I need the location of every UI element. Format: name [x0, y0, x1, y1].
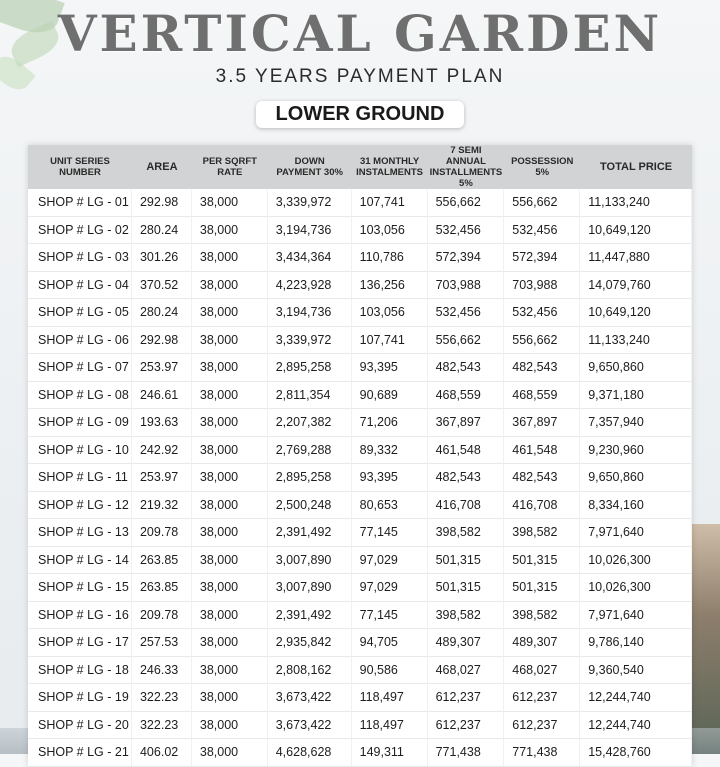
table-cell: 2,808,162 — [268, 657, 352, 685]
table-row — [28, 684, 692, 712]
header-text: UNIT SERIES — [50, 156, 110, 167]
table-cell: 3,339,972 — [268, 189, 352, 217]
table-cell: 771,438 — [428, 739, 505, 767]
header-area — [132, 145, 192, 189]
table-cell: 398,582 — [504, 519, 580, 547]
table-cell: 482,543 — [504, 464, 580, 492]
table-cell: SHOP # LG - 21 — [28, 739, 132, 767]
table-cell: 38,000 — [192, 547, 268, 575]
table-cell: SHOP # LG - 10 — [28, 437, 132, 465]
table-cell: 38,000 — [192, 409, 268, 437]
table-cell: 97,029 — [352, 547, 428, 575]
table-cell: 292.98 — [132, 327, 192, 355]
table-cell: 38,000 — [192, 382, 268, 410]
table-cell: 280.24 — [132, 299, 192, 327]
table-cell: SHOP # LG - 15 — [28, 574, 132, 602]
table-cell: 4,223,928 — [268, 272, 352, 300]
table-cell: SHOP # LG - 02 — [28, 217, 132, 245]
table-cell: SHOP # LG - 18 — [28, 657, 132, 685]
table-cell: 292.98 — [132, 189, 192, 217]
table-cell: 482,543 — [428, 464, 505, 492]
table-cell: 11,133,240 — [580, 327, 692, 355]
header-semi-annual — [428, 145, 505, 189]
table-cell: 10,649,120 — [580, 217, 692, 245]
table-cell: 2,935,842 — [268, 629, 352, 657]
table-cell: 38,000 — [192, 217, 268, 245]
table-row — [28, 327, 692, 355]
table-cell: 9,786,140 — [580, 629, 692, 657]
table-cell: 253.97 — [132, 464, 192, 492]
table-cell: 38,000 — [192, 492, 268, 520]
header-text: 5% — [535, 167, 550, 178]
table-cell: 38,000 — [192, 272, 268, 300]
table-cell: 257.53 — [132, 629, 192, 657]
table-cell: 3,339,972 — [268, 327, 352, 355]
table-cell: 482,543 — [504, 354, 580, 382]
section-label: LOWER GROUND — [256, 101, 464, 128]
payment-plan-table — [28, 145, 692, 767]
table-cell: SHOP # LG - 07 — [28, 354, 132, 382]
table-cell: 572,394 — [428, 244, 505, 272]
page-subtitle: 3.5 YEARS PAYMENT PLAN — [215, 66, 505, 87]
table-cell: 532,456 — [428, 217, 505, 245]
header-text: INSTALMENTS — [356, 167, 424, 178]
table-cell: 209.78 — [132, 519, 192, 547]
table-cell: 3,007,890 — [268, 547, 352, 575]
table-cell: 2,391,492 — [268, 602, 352, 630]
table-cell: 468,027 — [428, 657, 505, 685]
table-cell: 11,447,880 — [580, 244, 692, 272]
table-cell: 93,395 — [352, 354, 428, 382]
table-cell: 11,133,240 — [580, 189, 692, 217]
table-cell: 90,586 — [352, 657, 428, 685]
table-cell: 12,244,740 — [580, 684, 692, 712]
table-cell: 3,673,422 — [268, 684, 352, 712]
table-cell: 280.24 — [132, 217, 192, 245]
table-cell: 489,307 — [428, 629, 505, 657]
table-cell: 572,394 — [504, 244, 580, 272]
table-row — [28, 657, 692, 685]
header-text: AREA — [146, 160, 178, 173]
table-cell: 38,000 — [192, 464, 268, 492]
table-cell: SHOP # LG - 16 — [28, 602, 132, 630]
table-cell: 263.85 — [132, 547, 192, 575]
table-cell: 482,543 — [428, 354, 505, 382]
table-cell: 9,360,540 — [580, 657, 692, 685]
table-cell: SHOP # LG - 05 — [28, 299, 132, 327]
table-row — [28, 272, 692, 300]
table-cell: 71,206 — [352, 409, 428, 437]
table-cell: 38,000 — [192, 299, 268, 327]
table-cell: 110,786 — [352, 244, 428, 272]
header-down-payment — [268, 145, 352, 189]
table-cell: SHOP # LG - 20 — [28, 712, 132, 740]
table-cell: 771,438 — [504, 739, 580, 767]
table-cell: 7,357,940 — [580, 409, 692, 437]
table-cell: 416,708 — [504, 492, 580, 520]
table-cell: 301.26 — [132, 244, 192, 272]
table-cell: 12,244,740 — [580, 712, 692, 740]
table-cell: 97,029 — [352, 574, 428, 602]
table-cell: 14,079,760 — [580, 272, 692, 300]
table-cell: 416,708 — [428, 492, 505, 520]
table-cell: 2,895,258 — [268, 464, 352, 492]
table-cell: 107,741 — [352, 189, 428, 217]
table-cell: 38,000 — [192, 657, 268, 685]
table-cell: 556,662 — [428, 327, 505, 355]
table-cell: 136,256 — [352, 272, 428, 300]
table-cell: 501,315 — [504, 574, 580, 602]
table-cell: 3,434,364 — [268, 244, 352, 272]
table-cell: 556,662 — [504, 189, 580, 217]
table-cell: 2,207,382 — [268, 409, 352, 437]
table-cell: 2,769,288 — [268, 437, 352, 465]
header-text: PAYMENT 30% — [276, 167, 343, 178]
table-cell: SHOP # LG - 19 — [28, 684, 132, 712]
table-cell: 9,230,960 — [580, 437, 692, 465]
table-row — [28, 739, 692, 767]
table-row — [28, 574, 692, 602]
table-cell: 468,559 — [504, 382, 580, 410]
table-cell: 80,653 — [352, 492, 428, 520]
header-text: POSSESSION — [511, 156, 574, 167]
table-cell: 38,000 — [192, 437, 268, 465]
table-cell: 3,194,736 — [268, 217, 352, 245]
table-row — [28, 189, 692, 217]
table-cell: 103,056 — [352, 217, 428, 245]
table-row — [28, 437, 692, 465]
table-cell: 3,673,422 — [268, 712, 352, 740]
table-row — [28, 519, 692, 547]
table-cell: 9,650,860 — [580, 464, 692, 492]
header-rate — [192, 145, 268, 189]
table-row — [28, 629, 692, 657]
header-monthly — [352, 145, 428, 189]
header-total-price — [580, 145, 692, 189]
table-cell: 2,500,248 — [268, 492, 352, 520]
table-cell: 246.33 — [132, 657, 192, 685]
table-cell: 193.63 — [132, 409, 192, 437]
header-text: PER SQRFT — [202, 156, 257, 167]
header-text: 31 MONTHLY — [359, 156, 420, 167]
table-cell: 703,988 — [504, 272, 580, 300]
table-cell: 38,000 — [192, 244, 268, 272]
table-cell: 612,237 — [504, 684, 580, 712]
table-cell: 10,026,300 — [580, 547, 692, 575]
table-cell: 532,456 — [504, 217, 580, 245]
table-cell: 38,000 — [192, 629, 268, 657]
table-cell: 501,315 — [504, 547, 580, 575]
table-cell: 461,548 — [428, 437, 505, 465]
table-row — [28, 217, 692, 245]
table-body — [28, 189, 692, 767]
table-cell: 3,194,736 — [268, 299, 352, 327]
table-cell: 38,000 — [192, 189, 268, 217]
header-text: TOTAL PRICE — [600, 160, 673, 173]
table-cell: 38,000 — [192, 684, 268, 712]
table-cell: 77,145 — [352, 602, 428, 630]
table-cell: 367,897 — [504, 409, 580, 437]
table-cell: 10,649,120 — [580, 299, 692, 327]
table-cell: 8,334,160 — [580, 492, 692, 520]
table-cell: 398,582 — [428, 519, 505, 547]
table-cell: 89,332 — [352, 437, 428, 465]
table-cell: SHOP # LG - 08 — [28, 382, 132, 410]
table-cell: 703,988 — [428, 272, 505, 300]
table-cell: 398,582 — [504, 602, 580, 630]
table-cell: 38,000 — [192, 327, 268, 355]
table-cell: 38,000 — [192, 354, 268, 382]
table-cell: SHOP # LG - 03 — [28, 244, 132, 272]
table-cell: SHOP # LG - 12 — [28, 492, 132, 520]
table-cell: 38,000 — [192, 712, 268, 740]
table-cell: 263.85 — [132, 574, 192, 602]
table-cell: 2,391,492 — [268, 519, 352, 547]
header-possession — [504, 145, 580, 189]
table-cell: SHOP # LG - 13 — [28, 519, 132, 547]
table-cell: 556,662 — [504, 327, 580, 355]
table-cell: 94,705 — [352, 629, 428, 657]
header-text: NUMBER — [59, 167, 101, 178]
table-cell: 370.52 — [132, 272, 192, 300]
table-cell: 532,456 — [504, 299, 580, 327]
table-cell: 15,428,760 — [580, 739, 692, 767]
header-text: DOWN — [294, 156, 325, 167]
table-cell: 242.92 — [132, 437, 192, 465]
header-text: RATE — [217, 167, 243, 178]
table-row — [28, 382, 692, 410]
table-cell: 468,559 — [428, 382, 505, 410]
table-cell: 209.78 — [132, 602, 192, 630]
table-cell: 9,650,860 — [580, 354, 692, 382]
table-cell: SHOP # LG - 17 — [28, 629, 132, 657]
table-row — [28, 244, 692, 272]
table-cell: 2,811,354 — [268, 382, 352, 410]
table-cell: 77,145 — [352, 519, 428, 547]
header-unit — [28, 145, 132, 189]
table-row — [28, 547, 692, 575]
table-cell: 501,315 — [428, 574, 505, 602]
table-cell: 38,000 — [192, 519, 268, 547]
table-cell: 7,971,640 — [580, 602, 692, 630]
table-cell: 103,056 — [352, 299, 428, 327]
table-cell: 149,311 — [352, 739, 428, 767]
page-title: VERTICAL GARDEN — [57, 4, 663, 63]
header-text: 7 SEMI ANNUAL — [445, 145, 486, 167]
table-cell: 461,548 — [504, 437, 580, 465]
table-cell: 468,027 — [504, 657, 580, 685]
table-cell: 253.97 — [132, 354, 192, 382]
table-cell: 532,456 — [428, 299, 505, 327]
table-cell: 93,395 — [352, 464, 428, 492]
table-cell: 489,307 — [504, 629, 580, 657]
table-header — [28, 145, 692, 189]
table-cell: 246.61 — [132, 382, 192, 410]
table-row — [28, 354, 692, 382]
table-row — [28, 712, 692, 740]
table-row — [28, 464, 692, 492]
table-cell: 7,971,640 — [580, 519, 692, 547]
table-cell: 38,000 — [192, 574, 268, 602]
table-cell: 322.23 — [132, 712, 192, 740]
table-cell: 118,497 — [352, 684, 428, 712]
table-cell: 90,689 — [352, 382, 428, 410]
table-cell: SHOP # LG - 14 — [28, 547, 132, 575]
table-cell: 367,897 — [428, 409, 505, 437]
table-cell: 107,741 — [352, 327, 428, 355]
table-cell: 322.23 — [132, 684, 192, 712]
table-row — [28, 602, 692, 630]
table-cell: 501,315 — [428, 547, 505, 575]
table-cell: SHOP # LG - 01 — [28, 189, 132, 217]
table-cell: 612,237 — [428, 712, 505, 740]
table-cell: 10,026,300 — [580, 574, 692, 602]
table-cell: 398,582 — [428, 602, 505, 630]
table-cell: 556,662 — [428, 189, 505, 217]
table-cell: 118,497 — [352, 712, 428, 740]
table-row — [28, 299, 692, 327]
table-row — [28, 409, 692, 437]
table-cell: 2,895,258 — [268, 354, 352, 382]
table-cell: 3,007,890 — [268, 574, 352, 602]
table-cell: 406.02 — [132, 739, 192, 767]
table-cell: SHOP # LG - 11 — [28, 464, 132, 492]
table-cell: SHOP # LG - 04 — [28, 272, 132, 300]
header-text: INSTALLMENTS 5% — [429, 167, 503, 189]
table-cell: SHOP # LG - 06 — [28, 327, 132, 355]
table-row — [28, 492, 692, 520]
table-cell: 38,000 — [192, 602, 268, 630]
table-cell: 219.32 — [132, 492, 192, 520]
table-cell: 4,628,628 — [268, 739, 352, 767]
table-cell: SHOP # LG - 09 — [28, 409, 132, 437]
table-cell: 9,371,180 — [580, 382, 692, 410]
table-cell: 612,237 — [428, 684, 505, 712]
table-cell: 38,000 — [192, 739, 268, 767]
table-cell: 612,237 — [504, 712, 580, 740]
